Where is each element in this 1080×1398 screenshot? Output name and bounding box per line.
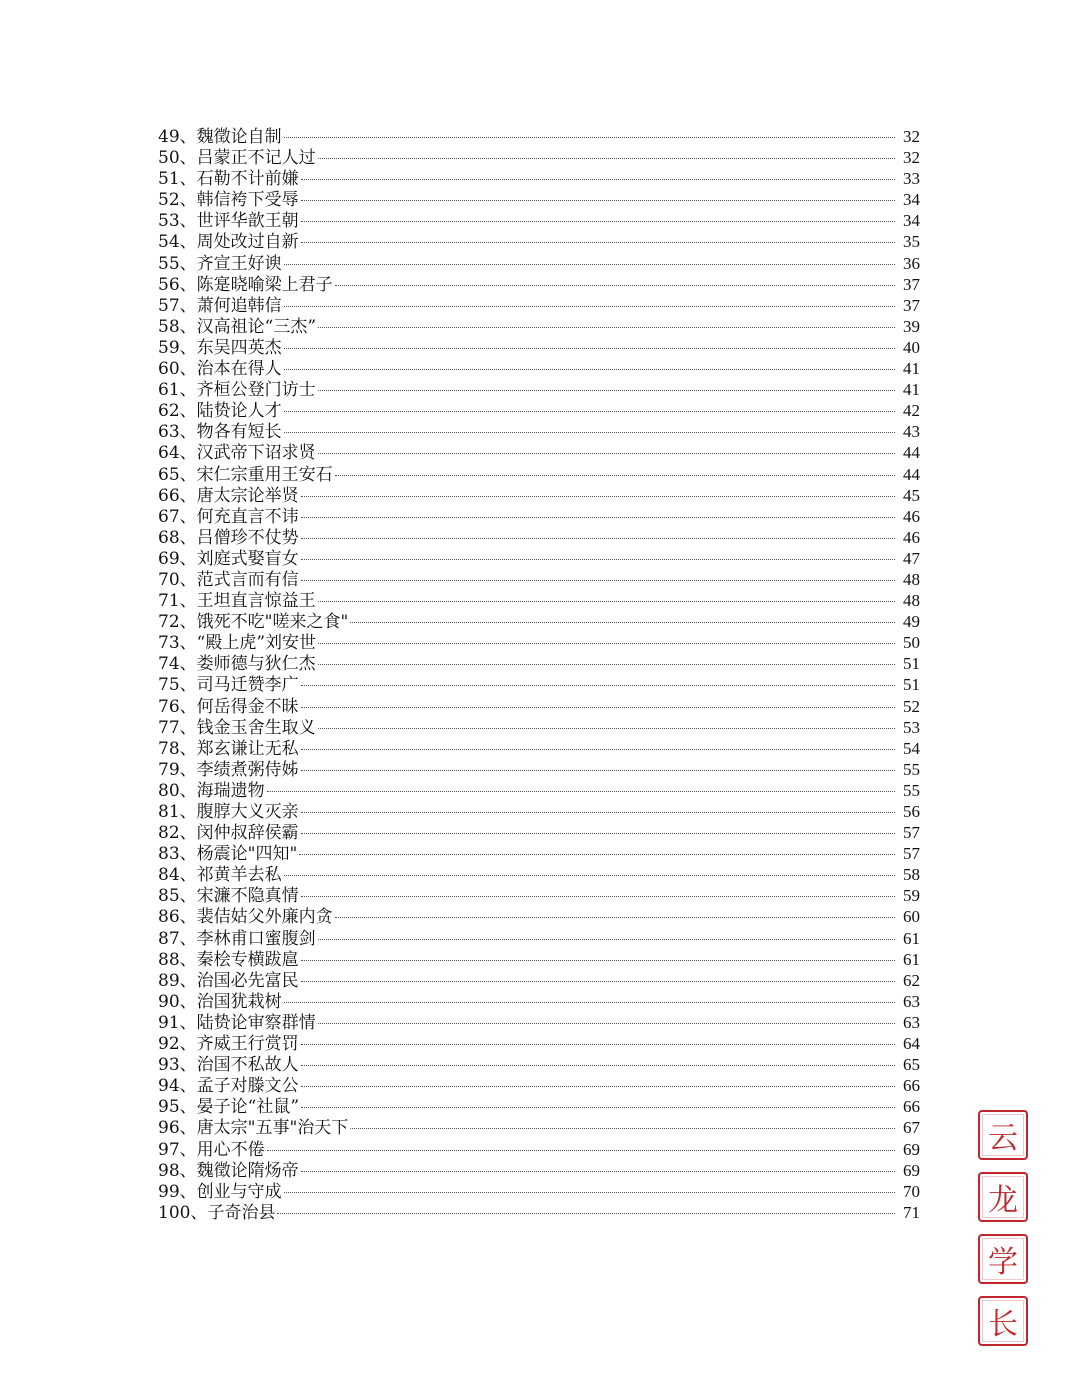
toc-entry-page-number: 48 bbox=[903, 569, 920, 589]
toc-entry-page-number: 32 bbox=[903, 148, 920, 168]
toc-entry[interactable] bbox=[158, 1033, 920, 1054]
toc-entry-page-number: 57 bbox=[903, 823, 920, 843]
toc-entry-title: 64、汉武帝下诏求贤 bbox=[158, 443, 316, 464]
toc-entry-page-number: 48 bbox=[903, 591, 920, 611]
dot-leader bbox=[335, 475, 895, 476]
dot-leader bbox=[284, 432, 895, 433]
toc-entry-title: 74、娄师德与狄仁杰 bbox=[158, 654, 316, 675]
toc-entry-page-number: 61 bbox=[903, 949, 920, 969]
toc-entry-page-number: 41 bbox=[903, 359, 920, 379]
toc-entry-page-number: 41 bbox=[903, 380, 920, 400]
toc-entry-title: 58、汉高祖论“三杰” bbox=[158, 316, 317, 337]
toc-entry-title: 79、李绩煮粥侍姊 bbox=[158, 759, 299, 780]
dot-leader bbox=[284, 875, 895, 876]
toc-entry-title: 71、王坦直言惊益王 bbox=[158, 591, 316, 612]
dot-leader bbox=[284, 306, 895, 307]
toc-entry[interactable] bbox=[158, 231, 920, 252]
toc-entry[interactable] bbox=[158, 759, 920, 780]
toc-entry[interactable] bbox=[158, 970, 920, 991]
toc-entry[interactable] bbox=[158, 569, 920, 590]
toc-entry-page-number: 44 bbox=[903, 443, 920, 463]
toc-entry-title: 51、石勒不计前嫌 bbox=[158, 169, 299, 190]
toc-entry-page-number: 62 bbox=[903, 970, 920, 990]
toc-entry-page-number: 67 bbox=[903, 1118, 920, 1138]
dot-leader bbox=[301, 179, 895, 180]
toc-entry-title: 60、治本在得人 bbox=[158, 359, 282, 380]
toc-entry-page-number: 55 bbox=[903, 780, 920, 800]
dot-leader bbox=[318, 453, 895, 454]
dot-leader bbox=[318, 939, 895, 940]
toc-entry[interactable] bbox=[158, 548, 920, 569]
dot-leader bbox=[318, 728, 895, 729]
dot-leader bbox=[350, 1128, 895, 1129]
toc-entry-page-number: 32 bbox=[903, 127, 920, 146]
toc-entry[interactable] bbox=[158, 316, 920, 337]
toc-entry-title: 59、东吴四英杰 bbox=[158, 337, 282, 358]
toc-entry[interactable] bbox=[158, 653, 920, 674]
toc-entry-title: 82、闵仲叔辞侯霸 bbox=[158, 823, 299, 844]
dot-leader bbox=[301, 200, 895, 201]
toc-entry-title: 86、裴佶姑父外廉内贪 bbox=[158, 907, 333, 928]
toc-entry-page-number: 47 bbox=[903, 548, 920, 568]
toc-entry[interactable] bbox=[158, 442, 920, 463]
toc-entry[interactable] bbox=[158, 1202, 920, 1223]
dot-leader bbox=[301, 896, 895, 897]
toc-entry-page-number: 51 bbox=[903, 675, 920, 695]
toc-entry-page-number: 45 bbox=[903, 485, 920, 505]
toc-entry[interactable] bbox=[158, 717, 920, 738]
toc-entry-title: 53、世评华歆王朝 bbox=[158, 211, 299, 232]
toc-entry-page-number: 71 bbox=[903, 1202, 920, 1222]
dot-leader bbox=[350, 622, 895, 623]
toc-entry[interactable] bbox=[158, 1117, 920, 1138]
toc-entry-page-number: 44 bbox=[903, 464, 920, 484]
dot-leader bbox=[301, 685, 895, 686]
toc-entry[interactable] bbox=[158, 1160, 920, 1181]
toc-entry-title: 84、祁黄羊去私 bbox=[158, 865, 282, 886]
dot-leader bbox=[335, 285, 895, 286]
toc-entry[interactable] bbox=[158, 485, 920, 506]
toc-entry-title: 100、子奇治县 bbox=[158, 1202, 276, 1223]
toc-entry-title: 88、秦桧专横跋扈 bbox=[158, 949, 299, 970]
toc-entry-title: 92、齐威王行赏罚 bbox=[158, 1034, 299, 1055]
toc-entry-page-number: 63 bbox=[903, 1012, 920, 1032]
toc-entry[interactable] bbox=[158, 147, 920, 168]
toc-entry-page-number: 69 bbox=[903, 1139, 920, 1159]
toc-entry-page-number: 65 bbox=[903, 1055, 920, 1075]
toc-entry[interactable] bbox=[158, 949, 920, 970]
toc-entry-title: 69、刘庭式娶盲女 bbox=[158, 548, 299, 569]
toc-entry-page-number: 60 bbox=[903, 907, 920, 927]
toc-entry-title: 68、吕僧珍不仗势 bbox=[158, 527, 299, 548]
toc-entry-title: 55、齐宣王好谀 bbox=[158, 253, 282, 274]
toc-entry-page-number: 55 bbox=[903, 759, 920, 779]
toc-entry[interactable] bbox=[158, 843, 920, 864]
toc-entry[interactable] bbox=[158, 253, 920, 274]
dot-leader bbox=[301, 1086, 895, 1087]
toc-entry[interactable] bbox=[158, 210, 920, 231]
toc-entry[interactable] bbox=[158, 189, 920, 210]
toc-entry-page-number: 66 bbox=[903, 1097, 920, 1117]
toc-entry[interactable] bbox=[158, 632, 920, 653]
toc-entry-page-number: 37 bbox=[903, 274, 920, 294]
toc-entry-page-number: 63 bbox=[903, 991, 920, 1011]
toc-entry-title: 83、杨震论"四知" bbox=[158, 844, 298, 865]
toc-entry[interactable] bbox=[158, 527, 920, 548]
dot-leader bbox=[301, 1171, 895, 1172]
toc-entry[interactable] bbox=[158, 1181, 920, 1202]
toc-entry[interactable] bbox=[158, 1075, 920, 1096]
toc-entry[interactable] bbox=[158, 738, 920, 759]
seal-stamp bbox=[978, 1110, 1028, 1358]
dot-leader bbox=[301, 1107, 895, 1108]
dot-leader bbox=[318, 327, 895, 328]
toc-entry-title: 56、陈寔晓喻梁上君子 bbox=[158, 274, 333, 295]
toc-entry[interactable] bbox=[158, 822, 920, 843]
toc-entry[interactable] bbox=[158, 590, 920, 611]
dot-leader bbox=[267, 791, 895, 792]
toc-entry-page-number: 37 bbox=[903, 295, 920, 315]
toc-entry-page-number: 69 bbox=[903, 1160, 920, 1180]
toc-entry-page-number: 51 bbox=[903, 654, 920, 674]
toc-entry-page-number: 64 bbox=[903, 1034, 920, 1054]
toc-entry-page-number: 39 bbox=[903, 316, 920, 336]
toc-entry-page-number: 52 bbox=[903, 696, 920, 716]
toc-entry-title: 87、李林甫口蜜腹剑 bbox=[158, 928, 316, 949]
toc-entry-title: 57、萧何追韩信 bbox=[158, 295, 282, 316]
toc-entry-title: 81、腹朜大义灭亲 bbox=[158, 802, 299, 822]
toc-entry[interactable] bbox=[158, 906, 920, 927]
dot-leader bbox=[318, 664, 895, 665]
dot-leader bbox=[299, 854, 895, 855]
dot-leader bbox=[318, 601, 895, 602]
toc-entry[interactable] bbox=[158, 358, 920, 379]
toc-entry-title: 96、唐太宗"五事"治天下 bbox=[158, 1118, 349, 1139]
dot-leader bbox=[301, 242, 895, 243]
toc-entry-page-number: 61 bbox=[903, 928, 920, 948]
dot-leader bbox=[318, 158, 895, 159]
toc-entry-page-number: 70 bbox=[903, 1181, 920, 1201]
toc-entry[interactable] bbox=[158, 611, 920, 632]
toc-entry[interactable] bbox=[158, 1139, 920, 1160]
toc-entry[interactable] bbox=[158, 928, 920, 949]
dot-leader bbox=[301, 559, 895, 560]
toc-entry-page-number: 56 bbox=[903, 802, 920, 821]
dot-leader bbox=[301, 812, 895, 813]
dot-leader bbox=[301, 981, 895, 982]
toc-entry[interactable] bbox=[158, 801, 920, 822]
toc-entry-page-number: 40 bbox=[903, 337, 920, 357]
toc-entry-page-number: 46 bbox=[903, 506, 920, 526]
dot-leader bbox=[284, 369, 895, 370]
dot-leader bbox=[284, 411, 895, 412]
toc-entry[interactable] bbox=[158, 126, 920, 147]
toc-entry-title: 76、何岳得金不昧 bbox=[158, 696, 299, 717]
dot-leader bbox=[301, 517, 895, 518]
dot-leader bbox=[318, 643, 895, 644]
toc-entry-title: 77、钱金玉舍生取义 bbox=[158, 717, 316, 738]
toc-entry-title: 90、治国犹栽树 bbox=[158, 991, 282, 1012]
seal-char-1: 云 bbox=[978, 1110, 1028, 1160]
dot-leader bbox=[318, 1023, 895, 1024]
toc-entry-title: 99、创业与守成 bbox=[158, 1181, 282, 1202]
dot-leader bbox=[318, 390, 895, 391]
toc-entry[interactable] bbox=[158, 696, 920, 717]
toc-entry[interactable] bbox=[158, 1012, 920, 1033]
toc-entry[interactable] bbox=[158, 506, 920, 527]
toc-entry-page-number: 33 bbox=[903, 169, 920, 189]
toc-entry-page-number: 42 bbox=[903, 401, 920, 421]
toc-entry[interactable] bbox=[158, 885, 920, 906]
toc-entry-title: 85、宋濂不隐真情 bbox=[158, 886, 299, 907]
toc-entry-title: 93、治国不私故人 bbox=[158, 1055, 299, 1076]
toc-entry-title: 65、宋仁宗重用王安石 bbox=[158, 464, 333, 485]
toc-entry-title: 61、齐桓公登门访士 bbox=[158, 380, 316, 401]
toc-entry-title: 97、用心不倦 bbox=[158, 1139, 265, 1160]
dot-leader bbox=[335, 917, 895, 918]
dot-leader bbox=[284, 264, 895, 265]
toc-entry-title: 98、魏徵论隋炀帝 bbox=[158, 1160, 299, 1181]
dot-leader bbox=[301, 833, 895, 834]
toc-entry-title: 54、周处改过自新 bbox=[158, 232, 299, 253]
toc-entry[interactable] bbox=[158, 1054, 920, 1075]
dot-leader bbox=[301, 749, 895, 750]
dot-leader bbox=[301, 960, 895, 961]
toc-entry-page-number: 35 bbox=[903, 232, 920, 252]
toc-entry-title: 89、治国必先富民 bbox=[158, 970, 299, 991]
dot-leader bbox=[284, 348, 895, 349]
dot-leader bbox=[284, 1192, 895, 1193]
dot-leader bbox=[301, 496, 895, 497]
toc-entry[interactable] bbox=[158, 379, 920, 400]
toc-entry-page-number: 58 bbox=[903, 865, 920, 885]
seal-char-4: 长 bbox=[978, 1296, 1028, 1346]
toc-entry-page-number: 50 bbox=[903, 633, 920, 653]
toc-entry-page-number: 36 bbox=[903, 253, 920, 273]
toc-entry[interactable] bbox=[158, 674, 920, 695]
dot-leader bbox=[284, 1002, 895, 1003]
seal-char-3: 学 bbox=[978, 1234, 1028, 1284]
dot-leader bbox=[301, 221, 895, 222]
toc-entry-page-number: 49 bbox=[903, 612, 920, 632]
toc-entry-title: 72、饿死不吃"嗟来之食" bbox=[158, 612, 349, 633]
toc-entry[interactable] bbox=[158, 780, 920, 801]
toc-entry-page-number: 57 bbox=[903, 844, 920, 864]
toc-entry-title: 70、范式言而有信 bbox=[158, 569, 299, 590]
toc-entry[interactable] bbox=[158, 991, 920, 1012]
toc-entry[interactable] bbox=[158, 864, 920, 885]
toc-entry-page-number: 59 bbox=[903, 886, 920, 906]
toc-entry-title: 91、陆贽论审察群情 bbox=[158, 1012, 316, 1033]
dot-leader bbox=[301, 538, 895, 539]
toc-entry-page-number: 34 bbox=[903, 211, 920, 231]
toc-entry[interactable] bbox=[158, 274, 920, 295]
table-of-contents bbox=[158, 126, 920, 1223]
toc-entry[interactable] bbox=[158, 295, 920, 316]
toc-entry[interactable] bbox=[158, 1096, 920, 1117]
toc-entry-title: 50、吕蒙正不记人过 bbox=[158, 148, 316, 169]
toc-entry-title: 49、魏徵论自制 bbox=[158, 127, 282, 147]
toc-entry-title: 80、海瑞遗物 bbox=[158, 780, 265, 801]
toc-entry-title: 52、韩信袴下受辱 bbox=[158, 190, 299, 211]
seal-char-2: 龙 bbox=[978, 1172, 1028, 1222]
dot-leader bbox=[301, 1065, 895, 1066]
toc-entry[interactable] bbox=[158, 168, 920, 189]
toc-entry[interactable] bbox=[158, 400, 920, 421]
toc-entry[interactable] bbox=[158, 464, 920, 485]
toc-entry-title: 67、何充直言不讳 bbox=[158, 506, 299, 527]
toc-entry-title: 66、唐太宗论举贤 bbox=[158, 485, 299, 506]
toc-entry-page-number: 54 bbox=[903, 738, 920, 758]
toc-entry[interactable] bbox=[158, 421, 920, 442]
dot-leader bbox=[301, 1044, 895, 1045]
toc-entry[interactable] bbox=[158, 337, 920, 358]
toc-entry-page-number: 66 bbox=[903, 1076, 920, 1096]
toc-entry-page-number: 53 bbox=[903, 717, 920, 737]
toc-entry-page-number: 34 bbox=[903, 190, 920, 210]
toc-entry-title: 63、物各有短长 bbox=[158, 422, 282, 443]
dot-leader bbox=[284, 137, 895, 138]
toc-entry-title: 95、晏子论“社鼠” bbox=[158, 1097, 300, 1118]
toc-entry-title: 94、孟子对滕文公 bbox=[158, 1076, 299, 1097]
dot-leader bbox=[277, 1213, 895, 1214]
dot-leader bbox=[267, 1150, 895, 1151]
toc-entry-page-number: 43 bbox=[903, 422, 920, 442]
dot-leader bbox=[301, 580, 895, 581]
dot-leader bbox=[301, 707, 895, 708]
toc-entry-title: 75、司马迁赞李广 bbox=[158, 675, 299, 696]
toc-entry-title: 62、陆贽论人才 bbox=[158, 401, 282, 422]
toc-entry-title: 73、“殿上虎”刘安世 bbox=[158, 633, 317, 654]
toc-entry-page-number: 46 bbox=[903, 527, 920, 547]
dot-leader bbox=[301, 770, 895, 771]
toc-entry-title: 78、郑玄谦让无私 bbox=[158, 738, 299, 759]
